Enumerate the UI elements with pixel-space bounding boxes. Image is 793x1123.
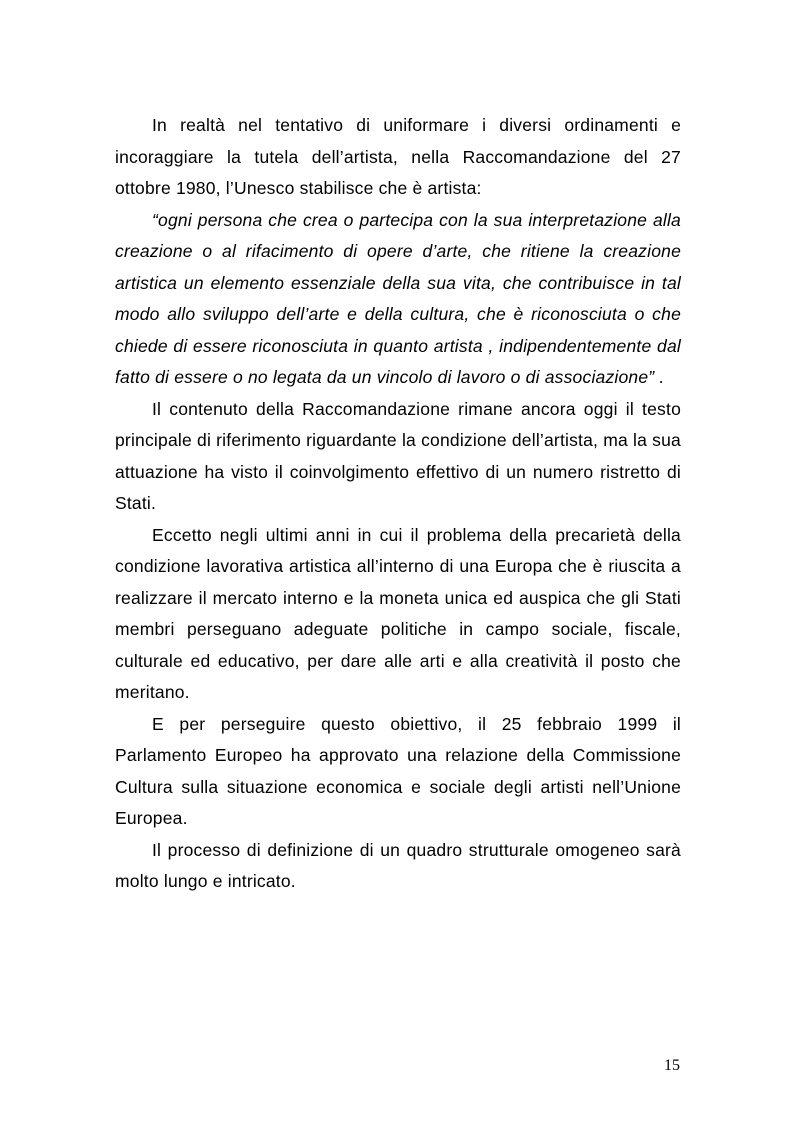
paragraph-european-parliament: E per perseguire questo obiettivo, il 25 febbraio 1999 il Parlamento Europeo ha approvato una relazione della Commissione Cultura sulla situazione economica e sociale degli artisti nell’Unione Europea. — [115, 713, 681, 828]
paragraph-conclusion: Il processo di definizione di un quadro strutturale omogeneo sarà molto lungo e intricato. — [115, 839, 681, 891]
paragraph-precariousness: Eccetto negli ultimi anni in cui il problema della precarietà della condizione lavorativa artistica all’interno di una Europa che è riuscita a realizzare il mercato interno e la moneta unica ed auspica che gli Stati membri perseguano adeguate politiche in campo sociale, fiscale, culturale ed educativo, per dare alle arti e alla creatività il posto che meritano. — [115, 524, 681, 702]
paragraph-recommendation-content: Il contenuto della Raccomandazione rimane ancora oggi il testo principale di riferimento riguardante la condizione dell’artista, ma la sua attuazione ha visto il coinvolgimento effettivo di un numero ristretto di Stati. — [115, 398, 681, 513]
body-text — [115, 110, 681, 898]
paragraph-artist-definition-quote: “ogni persona che crea o partecipa con la sua interpretazione alla creazione o al rifacimento di opere d’arte, che ritiene la creazione artistica un elemento essenziale della sua vita, che contribuisce in tal modo allo sviluppo dell’arte e della cultura, che è riconosciuta o che chiede di essere riconosciuta in quanto artista , indipendentemente dal fatto di essere o no legata da un vincolo di lavoro o di associazione” . — [115, 209, 681, 387]
paragraph-unesco-intro: In realtà nel tentativo di uniformare i diversi ordinamenti e incoraggiare la tutela dell’artista, nella Raccomandazione del 27 ottobre 1980, l’Unesco stabilisce che è artista: — [115, 115, 681, 198]
page-number: 15 — [664, 1057, 680, 1074]
